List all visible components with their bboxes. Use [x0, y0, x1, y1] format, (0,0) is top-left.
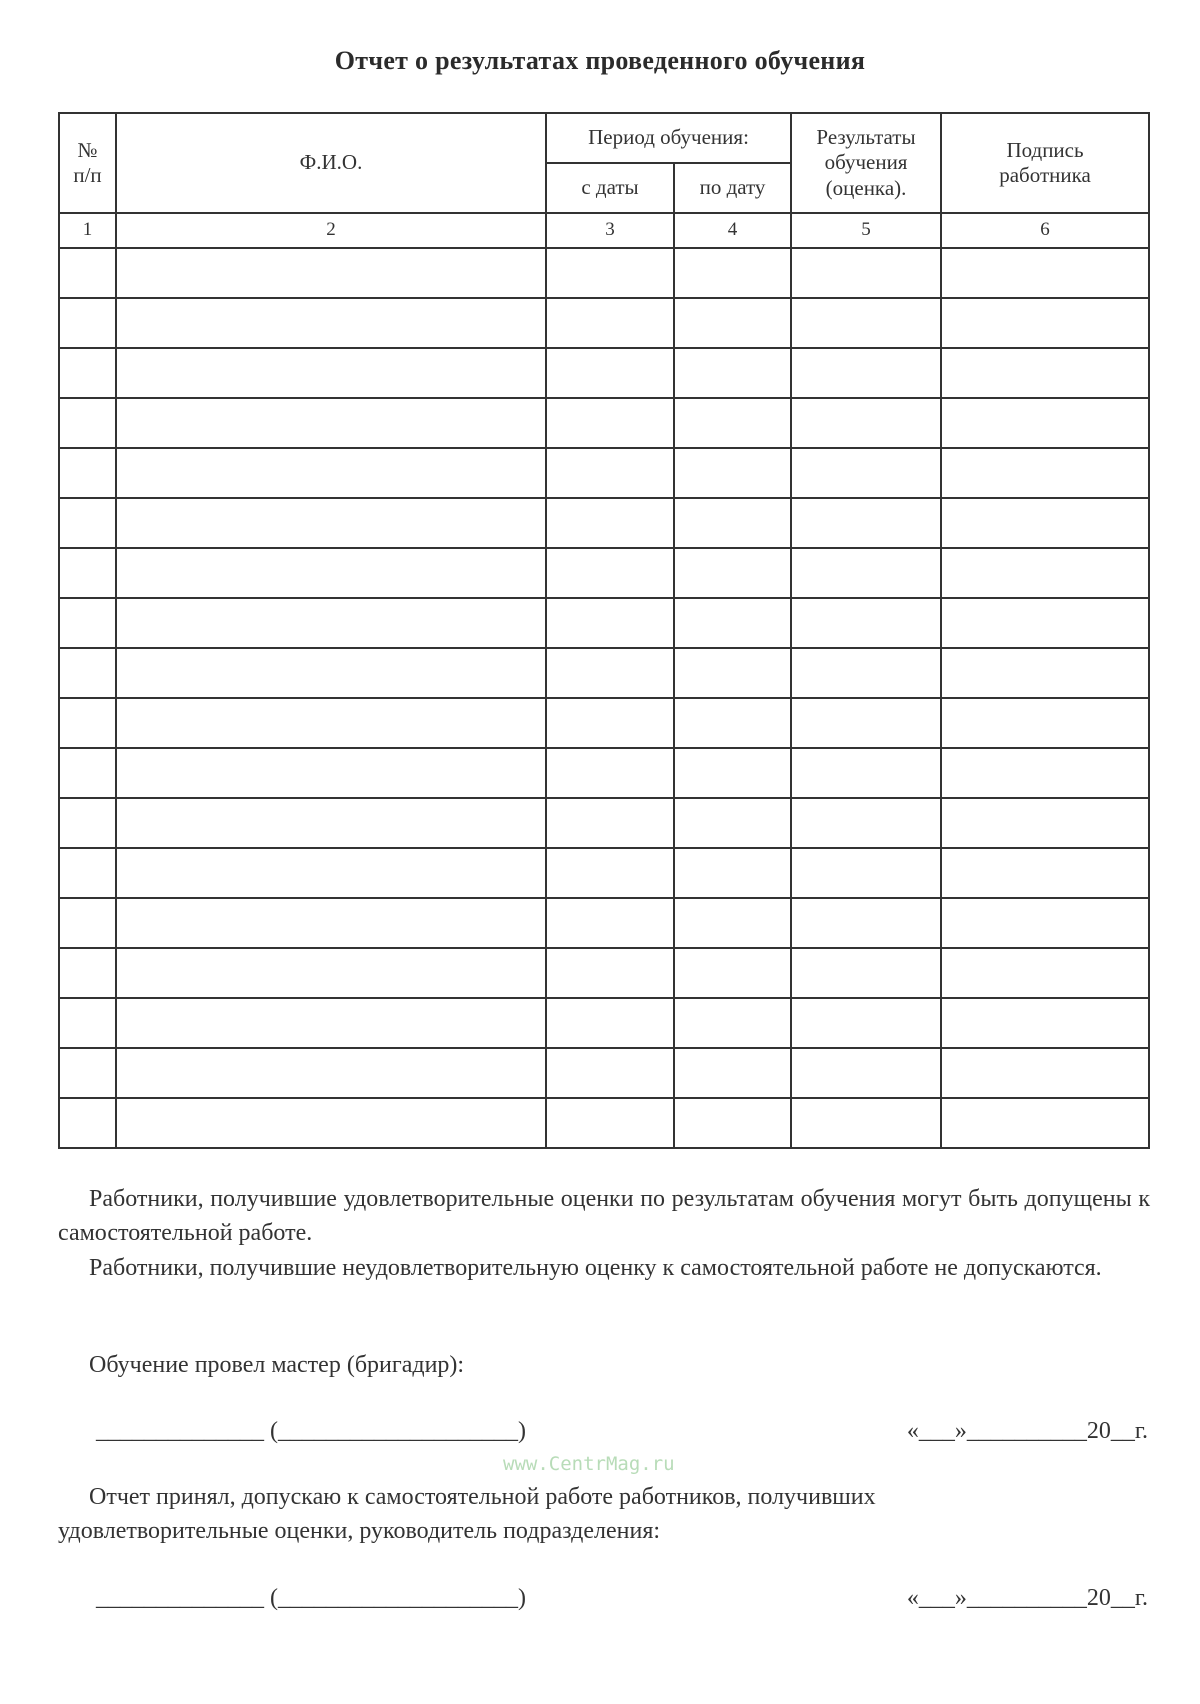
cell-result[interactable]: [791, 998, 941, 1048]
cell-result[interactable]: [791, 298, 941, 348]
cell-number[interactable]: [59, 448, 116, 498]
cell-fio[interactable]: [116, 748, 546, 798]
column-number-3: 3: [546, 213, 674, 248]
cell-from-date[interactable]: [546, 498, 674, 548]
page-title: Отчет о результатах проведенного обучения: [334, 46, 866, 75]
cell-to-date[interactable]: [674, 898, 791, 948]
cell-from-date[interactable]: [546, 748, 674, 798]
trainer-label: Обучение провел мастер (бригадир):: [89, 1352, 465, 1378]
cell-result[interactable]: [791, 598, 941, 648]
cell-number[interactable]: [59, 498, 116, 548]
cell-signature[interactable]: [941, 248, 1149, 298]
cell-fio[interactable]: [116, 998, 546, 1048]
cell-number[interactable]: [59, 848, 116, 898]
column-number-1: 1: [59, 213, 116, 248]
cell-from-date[interactable]: [546, 898, 674, 948]
table-row: [59, 398, 1149, 448]
cell-signature[interactable]: [941, 898, 1149, 948]
accepted-line-1: Отчет принял, допускаю к самостоятельной работе работников, получивших: [89, 1484, 876, 1510]
cell-number[interactable]: [59, 348, 116, 398]
cell-from-date[interactable]: [546, 548, 674, 598]
cell-number[interactable]: [59, 398, 116, 448]
cell-fio[interactable]: [116, 898, 546, 948]
cell-to-date[interactable]: [674, 1098, 791, 1148]
cell-result[interactable]: [791, 348, 941, 398]
table-body: [59, 248, 1149, 1148]
cell-from-date[interactable]: [546, 998, 674, 1048]
cell-from-date[interactable]: [546, 448, 674, 498]
header-fio: Ф.И.О.: [116, 113, 546, 213]
cell-result[interactable]: [791, 698, 941, 748]
watermark: www.CentrMag.ru: [503, 1453, 675, 1475]
cell-to-date[interactable]: [674, 548, 791, 598]
cell-from-date[interactable]: [546, 648, 674, 698]
cell-fio[interactable]: [116, 348, 546, 398]
table-row: [59, 898, 1149, 948]
table-row: [59, 498, 1149, 548]
report-table: [58, 112, 1150, 1149]
cell-fio[interactable]: [116, 798, 546, 848]
cell-result[interactable]: [791, 648, 941, 698]
cell-result[interactable]: [791, 498, 941, 548]
cell-from-date[interactable]: [546, 798, 674, 848]
cell-to-date[interactable]: [674, 498, 791, 548]
table-row: [59, 998, 1149, 1048]
table-row: [59, 798, 1149, 848]
manager-date-field[interactable]: «___»__________20__г.: [906, 1585, 1148, 1611]
manager-signature-field[interactable]: ______________ (____________________): [96, 1585, 526, 1611]
cell-from-date[interactable]: [546, 1048, 674, 1098]
cell-fio[interactable]: [116, 398, 546, 448]
cell-fio[interactable]: [116, 298, 546, 348]
cell-signature[interactable]: [941, 848, 1149, 898]
cell-to-date[interactable]: [674, 948, 791, 998]
column-number-2: 2: [116, 213, 546, 248]
table-row: [59, 348, 1149, 398]
trainer-date-field[interactable]: «___»__________20__г.: [906, 1418, 1148, 1444]
cell-number[interactable]: [59, 898, 116, 948]
cell-signature[interactable]: [941, 798, 1149, 848]
header-results-line1: Результаты: [816, 125, 916, 150]
cell-to-date[interactable]: [674, 348, 791, 398]
header-results: [791, 113, 941, 213]
header-number-line1: №: [77, 137, 98, 162]
header-to-date: по дату: [674, 163, 791, 213]
cell-fio[interactable]: [116, 698, 546, 748]
cell-to-date[interactable]: [674, 998, 791, 1048]
paragraph-admitted: Работники, получившие удовлетворительные оценки по результатам обучения могут быть допущены к самостоятельной работе.: [58, 1186, 1150, 1246]
cell-signature[interactable]: [941, 1098, 1149, 1148]
header-signature-line1: Подпись: [1006, 137, 1084, 162]
cell-signature[interactable]: [941, 448, 1149, 498]
cell-fio[interactable]: [116, 248, 546, 298]
cell-signature[interactable]: [941, 348, 1149, 398]
cell-from-date[interactable]: [546, 298, 674, 348]
column-number-4: 4: [674, 213, 791, 248]
cell-fio[interactable]: [116, 948, 546, 998]
cell-fio[interactable]: [116, 1048, 546, 1098]
table-row: [59, 448, 1149, 498]
table-row: [59, 1048, 1149, 1098]
cell-signature[interactable]: [941, 548, 1149, 598]
cell-number[interactable]: [59, 948, 116, 998]
header-from-date: с даты: [546, 163, 674, 213]
header-results-line2: обучения: [824, 150, 908, 175]
cell-fio[interactable]: [116, 848, 546, 898]
cell-fio[interactable]: [116, 1098, 546, 1148]
cell-number[interactable]: [59, 698, 116, 748]
header-number: [59, 113, 116, 213]
cell-result[interactable]: [791, 1098, 941, 1148]
table-row: [59, 848, 1149, 898]
cell-from-date[interactable]: [546, 948, 674, 998]
cell-to-date[interactable]: [674, 448, 791, 498]
cell-number[interactable]: [59, 298, 116, 348]
cell-result[interactable]: [791, 1048, 941, 1098]
header-signature: [941, 113, 1149, 213]
cell-from-date[interactable]: [546, 598, 674, 648]
cell-signature[interactable]: [941, 698, 1149, 748]
cell-number[interactable]: [59, 998, 116, 1048]
cell-number[interactable]: [59, 1048, 116, 1098]
cell-result[interactable]: [791, 948, 941, 998]
cell-fio[interactable]: [116, 648, 546, 698]
cell-signature[interactable]: [941, 948, 1149, 998]
cell-to-date[interactable]: [674, 398, 791, 448]
column-number-5: 5: [791, 213, 941, 248]
cell-result[interactable]: [791, 748, 941, 798]
cell-from-date[interactable]: [546, 1098, 674, 1148]
cell-to-date[interactable]: [674, 598, 791, 648]
cell-fio[interactable]: [116, 498, 546, 548]
cell-from-date[interactable]: [546, 348, 674, 398]
cell-to-date[interactable]: [674, 298, 791, 348]
cell-number[interactable]: [59, 598, 116, 648]
cell-result[interactable]: [791, 898, 941, 948]
table-row: [59, 698, 1149, 748]
cell-number[interactable]: [59, 748, 116, 798]
table-row: [59, 548, 1149, 598]
cell-number[interactable]: [59, 548, 116, 598]
cell-number[interactable]: [59, 248, 116, 298]
cell-result[interactable]: [791, 248, 941, 298]
table-row: [59, 948, 1149, 998]
cell-signature[interactable]: [941, 1048, 1149, 1098]
table-row: [59, 298, 1149, 348]
cell-fio[interactable]: [116, 448, 546, 498]
paragraph-not-admitted: Работники, получившие неудовлетворительную оценку к самостоятельной работе не допускаются.: [89, 1255, 1102, 1281]
cell-from-date[interactable]: [546, 248, 674, 298]
cell-signature[interactable]: [941, 648, 1149, 698]
table-row: [59, 598, 1149, 648]
cell-from-date[interactable]: [546, 398, 674, 448]
cell-signature[interactable]: [941, 498, 1149, 548]
cell-signature[interactable]: [941, 748, 1149, 798]
cell-signature[interactable]: [941, 998, 1149, 1048]
trainer-signature-field[interactable]: ______________ (____________________): [96, 1418, 526, 1444]
accepted-line-2: удовлетворительные оценки, руководитель подразделения:: [58, 1518, 661, 1544]
header-results-line3: (оценка).: [825, 175, 907, 200]
header-period: Период обучения:: [546, 113, 791, 163]
cell-result[interactable]: [791, 448, 941, 498]
header-signature-line2: работника: [999, 163, 1091, 187]
column-number-6: 6: [941, 213, 1149, 248]
cell-fio[interactable]: [116, 598, 546, 648]
cell-to-date[interactable]: [674, 248, 791, 298]
cell-to-date[interactable]: [674, 648, 791, 698]
cell-signature[interactable]: [941, 598, 1149, 648]
cell-from-date[interactable]: [546, 848, 674, 898]
cell-to-date[interactable]: [674, 1048, 791, 1098]
cell-result[interactable]: [791, 548, 941, 598]
cell-fio[interactable]: [116, 548, 546, 598]
cell-result[interactable]: [791, 848, 941, 898]
cell-result[interactable]: [791, 398, 941, 448]
cell-to-date[interactable]: [674, 848, 791, 898]
cell-to-date[interactable]: [674, 798, 791, 848]
header-number-line2: п/п: [73, 163, 102, 187]
cell-signature[interactable]: [941, 398, 1149, 448]
cell-number[interactable]: [59, 1098, 116, 1148]
table-row: [59, 748, 1149, 798]
cell-number[interactable]: [59, 648, 116, 698]
table-row: [59, 648, 1149, 698]
cell-result[interactable]: [791, 798, 941, 848]
cell-to-date[interactable]: [674, 698, 791, 748]
cell-signature[interactable]: [941, 298, 1149, 348]
cell-from-date[interactable]: [546, 698, 674, 748]
table-row: [59, 1098, 1149, 1148]
table-row: [59, 248, 1149, 298]
cell-to-date[interactable]: [674, 748, 791, 798]
cell-number[interactable]: [59, 798, 116, 848]
